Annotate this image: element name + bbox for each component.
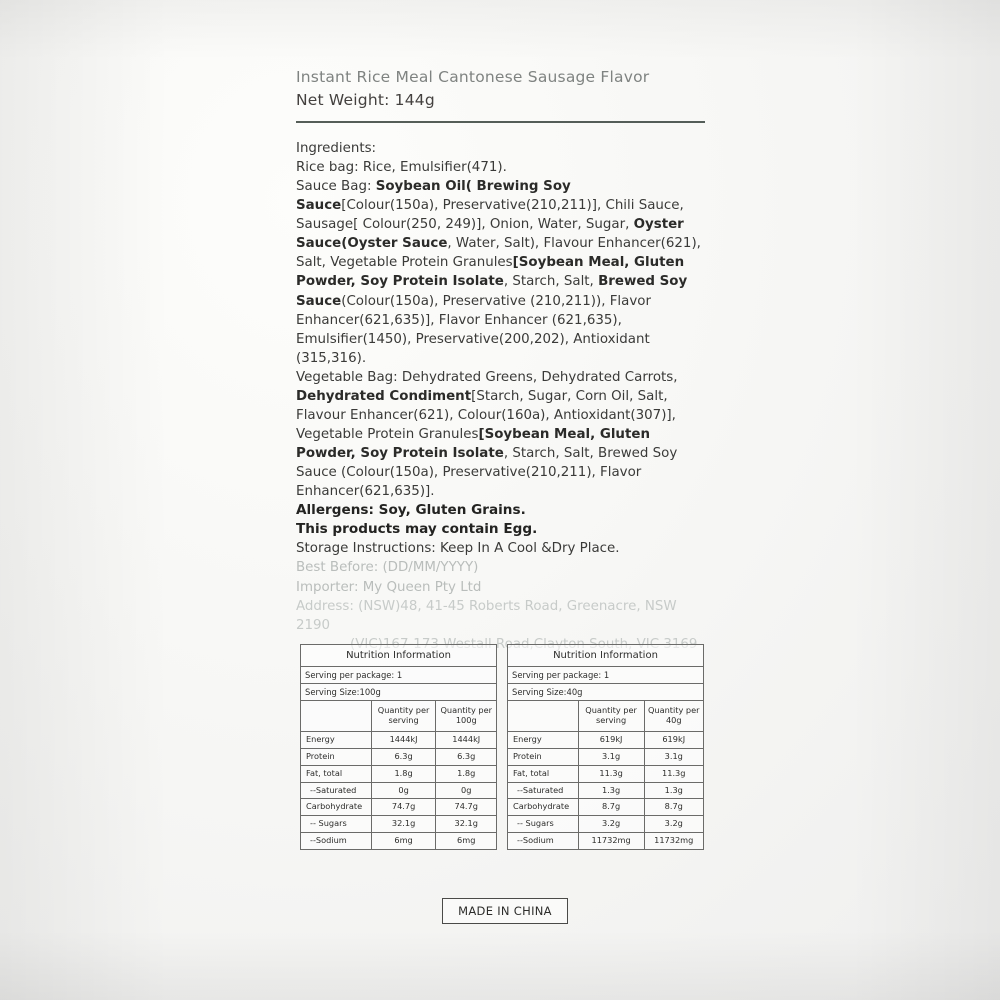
col-nutrient-2 xyxy=(508,701,578,732)
table-row xyxy=(508,816,703,833)
table-row xyxy=(301,833,496,849)
ingredient-run-3: [Soybean Meal, Gluten Powder, Soy Protein Isolate xyxy=(296,426,650,461)
nutrient-name: Fat, total xyxy=(508,765,578,782)
net-weight: Net Weight: 144g xyxy=(296,91,435,110)
nutrient-per-serving: 3.1g xyxy=(578,748,644,765)
ingredient-run-3: Oyster Sauce(Oyster Sauce xyxy=(296,217,684,252)
nutrient-per-serving: 3.2g xyxy=(578,816,644,833)
nutrient-per-serving: 6.3g xyxy=(371,748,436,765)
address-line-1: Address: (NSW)48, 41-45 Roberts Road, Greenacre, NSW 2190 xyxy=(296,598,677,633)
product-title: Instant Rice Meal Cantonese Sausage Flavor xyxy=(296,68,650,86)
nutrient-name: -- Sugars xyxy=(508,816,578,833)
table-row xyxy=(301,816,496,833)
nutrition-table-100g xyxy=(300,644,497,850)
nutrient-name: Energy xyxy=(301,732,371,749)
col-per-serving-2: Quantity per serving xyxy=(578,701,644,732)
divider-rule xyxy=(296,121,705,123)
nutrient-name: Carbohydrate xyxy=(301,799,371,816)
nutrient-name: Protein xyxy=(508,748,578,765)
nutrient-per-serving: 6mg xyxy=(371,833,436,849)
table-row xyxy=(301,748,496,765)
nutrition-body-2 xyxy=(508,732,703,849)
ingredient-run-6: , Starch, Salt, xyxy=(503,274,599,290)
nutrient-name: --Saturated xyxy=(301,782,371,799)
nutrition-grid-1 xyxy=(301,701,496,849)
nutrient-name: Protein xyxy=(301,748,371,765)
nutrition-body-1 xyxy=(301,732,496,849)
ingredient-run-5: [Soybean Meal, Gluten Powder, Soy Protein Isolate xyxy=(296,255,685,290)
nutrient-name: Carbohydrate xyxy=(508,799,578,816)
nutrient-per-serving: 8.7g xyxy=(578,799,644,816)
nutrient-name: --Sodium xyxy=(301,833,371,849)
nutrition-tables xyxy=(300,644,704,850)
nutrient-per-unit: 8.7g xyxy=(644,799,703,816)
nutrient-per-serving: 11732mg xyxy=(578,833,644,849)
nutrient-per-unit: 74.7g xyxy=(436,799,496,816)
storage-instructions: Storage Instructions: Keep In A Cool &Dry Place. xyxy=(296,541,620,557)
nutrient-per-unit: 6.3g xyxy=(436,748,496,765)
col-per-unit-2: Quantity per 40g xyxy=(644,701,703,732)
table-row xyxy=(508,732,703,749)
nutrition-table-40g xyxy=(507,644,704,850)
nutrition-heading-1: Nutrition Information xyxy=(301,645,496,667)
nutrient-name: -- Sugars xyxy=(301,816,371,833)
ingredient-run-2: [Starch, Sugar, Corn Oil, Salt, Flavour Enhancer(621), Colour(160a), Antioxidant(307)], Vegetable Protein Granules xyxy=(296,388,676,442)
nutrient-name: --Saturated xyxy=(508,782,578,799)
ingredient-run-1: Dehydrated Condiment xyxy=(296,388,472,404)
ingredients-heading: Ingredients: xyxy=(296,141,377,157)
table-row xyxy=(508,782,703,799)
ingredients-block xyxy=(296,139,710,653)
serving-per-package-2: Serving per package: 1 xyxy=(508,667,703,684)
nutrient-per-unit: 11732mg xyxy=(654,835,694,846)
nutrient-per-serving: 11.3g xyxy=(578,765,644,782)
ingredient-run-7: Brewed Soy Sauce xyxy=(296,274,688,309)
ingredients-sauce-bag xyxy=(296,177,710,367)
egg-warning: This products may contain Egg. xyxy=(296,521,538,538)
col-nutrient-1 xyxy=(301,701,371,732)
serving-size-1: Serving Size:100g xyxy=(301,684,496,701)
ingredient-run-4: , Starch, Salt, Brewed Soy Sauce (Colour(150a), Preservative(210,211), Flavor Enhancer(621,635)]. xyxy=(296,445,678,499)
table-row xyxy=(508,833,703,849)
table-header-row xyxy=(301,701,496,732)
nutrient-per-unit: 1.3g xyxy=(644,782,703,799)
ingredient-run-2: [Colour(150a), Preservative(210,211)], Chili Sauce, Sausage[ Colour(250, 249)], Onion, Water, Sugar, xyxy=(296,198,684,233)
nutrient-per-unit: 11.3g xyxy=(644,765,703,782)
label-panel xyxy=(296,66,714,654)
ingredient-run-4: , Water, Salt), Flavour Enhancer(621), Salt, Vegetable Protein Granules xyxy=(296,236,701,271)
table-row xyxy=(301,732,496,749)
nutrient-per-serving: 1.8g xyxy=(371,765,436,782)
ingredients-vegetable-bag xyxy=(296,368,710,501)
ingredient-run-8: (Colour(150a), Preservative (210,211)), Flavor Enhancer(621,635)], Flavor Enhancer (621,635), Emulsifier(1450), Preservative(200,202), Antioxidant (315,316). xyxy=(296,293,651,366)
importer: Importer: My Queen Pty Ltd xyxy=(296,579,482,595)
nutrient-per-serving: 1444kJ xyxy=(371,732,436,749)
nutrient-name: --Sodium xyxy=(508,833,578,849)
nutrient-per-unit: 32.1g xyxy=(436,816,496,833)
serving-size-2: Serving Size:40g xyxy=(508,684,703,701)
nutrition-grid-2 xyxy=(508,701,703,849)
nutrient-per-serving: 32.1g xyxy=(371,816,436,833)
sauce-bag-label: Sauce Bag: xyxy=(296,179,376,195)
ingredient-run-1: Brewing Soy Sauce xyxy=(296,179,571,214)
nutrient-name: Fat, total xyxy=(301,765,371,782)
table-header-row xyxy=(508,701,703,732)
ingredients-rice-bag: Rice bag: Rice, Emulsifier(471). xyxy=(296,160,507,176)
nutrient-per-unit: 3.2g xyxy=(644,816,703,833)
nutrient-per-unit: 6mg xyxy=(457,835,476,846)
package-edge-shadow-top xyxy=(0,0,1000,60)
col-per-serving-1: Quantity per serving xyxy=(371,701,436,732)
table-row xyxy=(301,799,496,816)
vegetable-bag-parts xyxy=(296,370,678,499)
nutrient-per-unit: 619kJ xyxy=(644,732,703,749)
package-edge-shadow-bottom xyxy=(0,930,1000,1000)
ingredient-run-0: Vegetable Bag: Dehydrated Greens, Dehydrated Carrots, xyxy=(296,369,678,385)
nutrient-per-unit: 3.1g xyxy=(644,748,703,765)
nutrient-name: Energy xyxy=(508,732,578,749)
serving-per-package-1: Serving per package: 1 xyxy=(301,667,496,684)
nutrient-per-serving: 0g xyxy=(371,782,436,799)
made-in-badge: MADE IN CHINA xyxy=(442,898,568,924)
table-row xyxy=(508,748,703,765)
nutrient-per-unit: 1.8g xyxy=(436,765,496,782)
allergens-statement: Allergens: Soy, Gluten Grains. xyxy=(296,501,526,518)
table-row xyxy=(508,765,703,782)
package-edge-shadow-right xyxy=(850,0,1000,1000)
table-row xyxy=(508,799,703,816)
nutrient-per-unit: 0g xyxy=(436,782,496,799)
ingredient-run-0: Soybean Oil( xyxy=(375,179,477,195)
nutrient-per-serving: 1.3g xyxy=(578,782,644,799)
package-edge-shadow-left xyxy=(0,0,170,1000)
nutrient-per-serving: 619kJ xyxy=(578,732,644,749)
col-per-unit-1: Quantity per 100g xyxy=(436,701,496,732)
table-row xyxy=(301,782,496,799)
nutrition-heading-2: Nutrition Information xyxy=(508,645,703,667)
table-row xyxy=(301,765,496,782)
nutrient-per-serving: 74.7g xyxy=(371,799,436,816)
best-before: Best Before: (DD/MM/YYYY) xyxy=(296,560,479,576)
nutrient-per-unit: 1444kJ xyxy=(436,732,496,749)
sauce-bag-parts xyxy=(296,179,701,365)
